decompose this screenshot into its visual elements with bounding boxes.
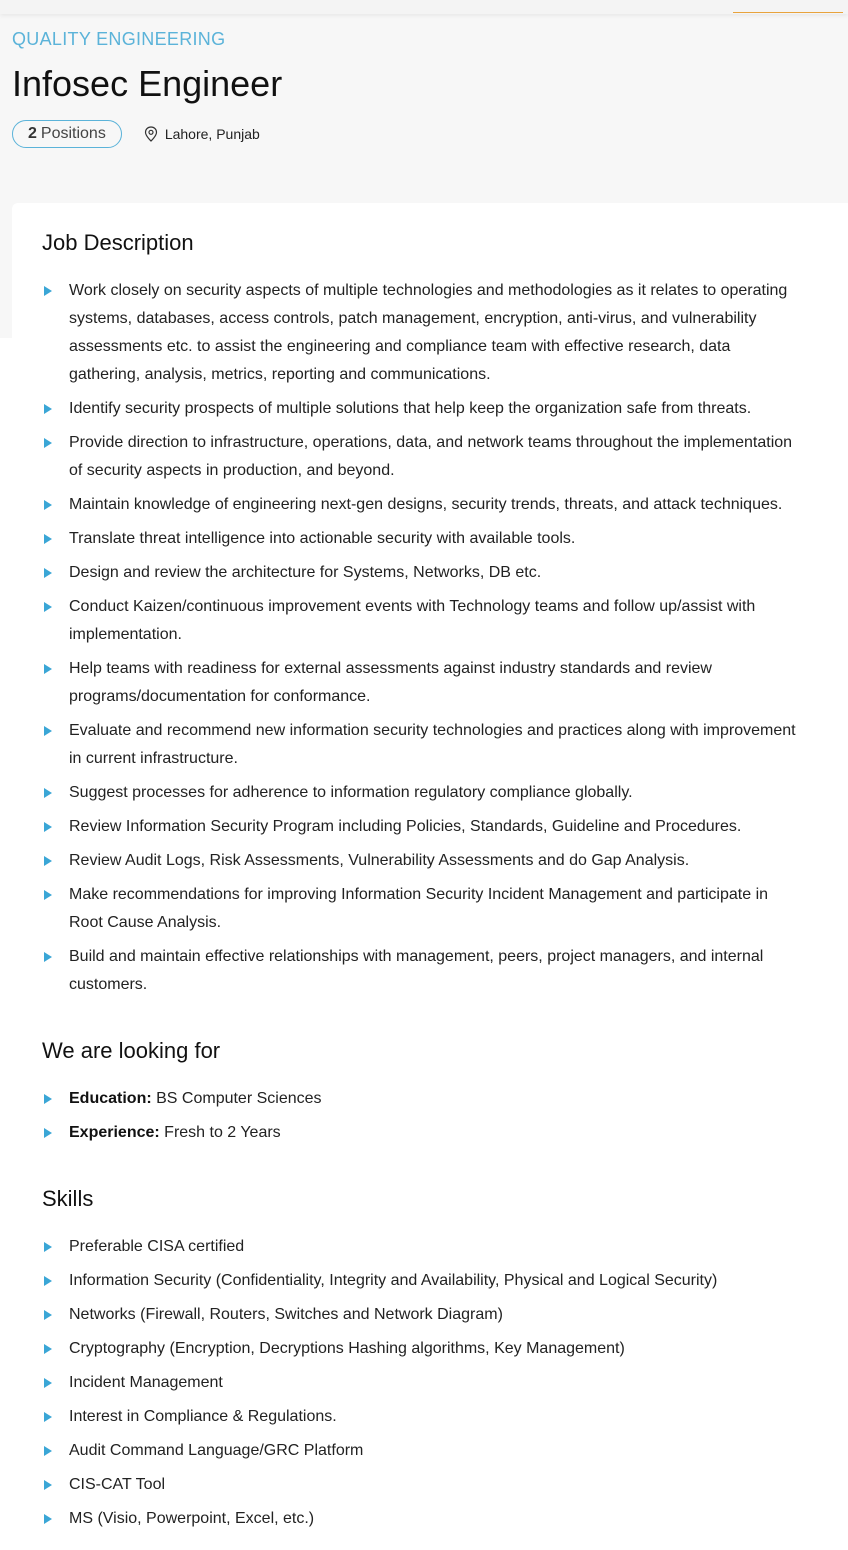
top-bar-accent-line bbox=[733, 12, 843, 13]
positions-badge bbox=[12, 120, 122, 148]
bullet-arrow-icon bbox=[44, 788, 52, 798]
job-description-item bbox=[42, 429, 802, 485]
looking-for-item-label: Education: bbox=[69, 1090, 152, 1107]
looking-for-item-value: BS Computer Sciences bbox=[151, 1090, 322, 1107]
looking-for-item-label: Experience: bbox=[69, 1124, 160, 1141]
job-description-item bbox=[42, 395, 802, 423]
skills-item-text: Interest in Compliance & Regulations. bbox=[69, 1408, 337, 1425]
job-description-item bbox=[42, 277, 802, 389]
job-description-item-text: Translate threat intelligence into actionable security with available tools. bbox=[69, 530, 576, 547]
job-description-item-text: Evaluate and recommend new information security technologies and practices along with improvement in current infrastructure. bbox=[69, 722, 796, 767]
skills-item bbox=[42, 1335, 802, 1363]
job-description-item-text: Make recommendations for improving Information Security Incident Management and participate in Root Cause Analysis. bbox=[69, 886, 769, 931]
skills-item-text: CIS-CAT Tool bbox=[69, 1476, 166, 1493]
job-header bbox=[12, 26, 832, 148]
bullet-arrow-icon bbox=[44, 534, 52, 544]
job-description-item bbox=[42, 655, 802, 711]
bullet-arrow-icon bbox=[44, 664, 52, 674]
job-location bbox=[144, 126, 260, 142]
job-category: QUALITY ENGINEERING bbox=[12, 29, 226, 49]
job-description-item-text: Maintain knowledge of engineering next-gen designs, security trends, threats, and attack techniques. bbox=[69, 496, 783, 513]
looking-for-item bbox=[42, 1085, 802, 1113]
skills-item bbox=[42, 1233, 802, 1261]
location-text: Lahore, Punjab bbox=[164, 126, 260, 142]
bullet-arrow-icon bbox=[44, 822, 52, 832]
job-description-item-text: Build and maintain effective relationships with management, peers, project managers, and internal customers. bbox=[69, 948, 764, 993]
bullet-arrow-icon bbox=[44, 500, 52, 510]
bullet-arrow-icon bbox=[44, 1514, 52, 1524]
job-description-item-text: Help teams with readiness for external assessments against industry standards and review programs/documentation for conformance. bbox=[69, 660, 712, 705]
positions-label: Positions bbox=[40, 125, 106, 142]
job-description-item-text: Review Information Security Program including Policies, Standards, Guideline and Procedures. bbox=[69, 818, 742, 835]
skills-item bbox=[42, 1267, 802, 1295]
bullet-arrow-icon bbox=[44, 286, 52, 296]
skills-item bbox=[42, 1403, 802, 1431]
skills-item bbox=[42, 1437, 802, 1465]
bullet-arrow-icon bbox=[44, 890, 52, 900]
section-title-job-description: Job Description bbox=[42, 230, 194, 255]
bullet-arrow-icon bbox=[44, 602, 52, 612]
skills-item bbox=[42, 1369, 802, 1397]
skills-item bbox=[42, 1471, 802, 1499]
job-meta-row bbox=[12, 120, 832, 148]
looking-for-item-value: Fresh to 2 Years bbox=[159, 1124, 281, 1141]
job-description-item bbox=[42, 491, 802, 519]
skills-list bbox=[42, 1233, 802, 1539]
bullet-arrow-icon bbox=[44, 568, 52, 578]
job-description-item bbox=[42, 779, 802, 807]
bullet-arrow-icon bbox=[44, 438, 52, 448]
job-description-item bbox=[42, 847, 802, 875]
looking-for-list bbox=[42, 1085, 802, 1153]
job-description-item bbox=[42, 559, 802, 587]
job-description-item bbox=[42, 525, 802, 553]
job-details-card bbox=[12, 203, 848, 1550]
skills-item-text: Incident Management bbox=[69, 1374, 223, 1391]
job-description-item-text: Work closely on security aspects of multiple technologies and methodologies as it relates to operating systems, databases, access controls, patch management, encryption, anti-virus, and vulnerability assessments etc. to assist the engineering and compliance team with effective research, data gathering, analysis, metrics, reporting and communications. bbox=[69, 282, 788, 383]
location-pin-icon bbox=[144, 126, 158, 142]
bullet-arrow-icon bbox=[44, 1242, 52, 1252]
bullet-arrow-icon bbox=[44, 1378, 52, 1388]
job-description-list bbox=[42, 277, 802, 1005]
skills-item-text: Preferable CISA certified bbox=[69, 1238, 245, 1255]
job-description-item bbox=[42, 593, 802, 649]
skills-item bbox=[42, 1505, 802, 1533]
job-description-item bbox=[42, 717, 802, 773]
job-description-item-text: Design and review the architecture for Systems, Networks, DB etc. bbox=[69, 564, 542, 581]
bullet-arrow-icon bbox=[44, 1344, 52, 1354]
job-description-item-text: Review Audit Logs, Risk Assessments, Vulnerability Assessments and do Gap Analysis. bbox=[69, 852, 690, 869]
bullet-arrow-icon bbox=[44, 404, 52, 414]
bullet-arrow-icon bbox=[44, 1128, 52, 1138]
bullet-arrow-icon bbox=[44, 726, 52, 736]
bullet-arrow-icon bbox=[44, 1310, 52, 1320]
bullet-arrow-icon bbox=[44, 1480, 52, 1490]
job-description-item bbox=[42, 881, 802, 937]
bullet-arrow-icon bbox=[44, 856, 52, 866]
job-description-item-text: Conduct Kaizen/continuous improvement events with Technology teams and follow up/assist with implementation. bbox=[69, 598, 756, 643]
bullet-arrow-icon bbox=[44, 1446, 52, 1456]
bullet-arrow-icon bbox=[44, 1276, 52, 1286]
skills-item-text: Information Security (Confidentiality, Integrity and Availability, Physical and Logical Security) bbox=[69, 1272, 718, 1289]
section-title-looking-for: We are looking for bbox=[42, 1038, 221, 1063]
skills-item-text: Networks (Firewall, Routers, Switches and Network Diagram) bbox=[69, 1306, 503, 1323]
job-description-item-text: Provide direction to infrastructure, operations, data, and network teams throughout the implementation of security aspects in production, and beyond. bbox=[69, 434, 793, 479]
skills-item-text: MS (Visio, Powerpoint, Excel, etc.) bbox=[69, 1510, 315, 1527]
job-description-item bbox=[42, 813, 802, 841]
job-description-item bbox=[42, 943, 802, 999]
job-title: Infosec Engineer bbox=[12, 63, 283, 104]
bullet-arrow-icon bbox=[44, 952, 52, 962]
job-description-item-text: Suggest processes for adherence to information regulatory compliance globally. bbox=[69, 784, 633, 801]
bullet-arrow-icon bbox=[44, 1412, 52, 1422]
top-bar bbox=[0, 0, 848, 14]
looking-for-item bbox=[42, 1119, 802, 1147]
skills-item bbox=[42, 1301, 802, 1329]
positions-count: 2 bbox=[28, 125, 37, 142]
bullet-arrow-icon bbox=[44, 1094, 52, 1104]
section-title-skills: Skills bbox=[42, 1186, 94, 1211]
skills-item-text: Cryptography (Encryption, Decryptions Hashing algorithms, Key Management) bbox=[69, 1340, 625, 1357]
job-description-item-text: Identify security prospects of multiple solutions that help keep the organization safe from threats. bbox=[69, 400, 752, 417]
skills-item-text: Audit Command Language/GRC Platform bbox=[69, 1442, 364, 1459]
